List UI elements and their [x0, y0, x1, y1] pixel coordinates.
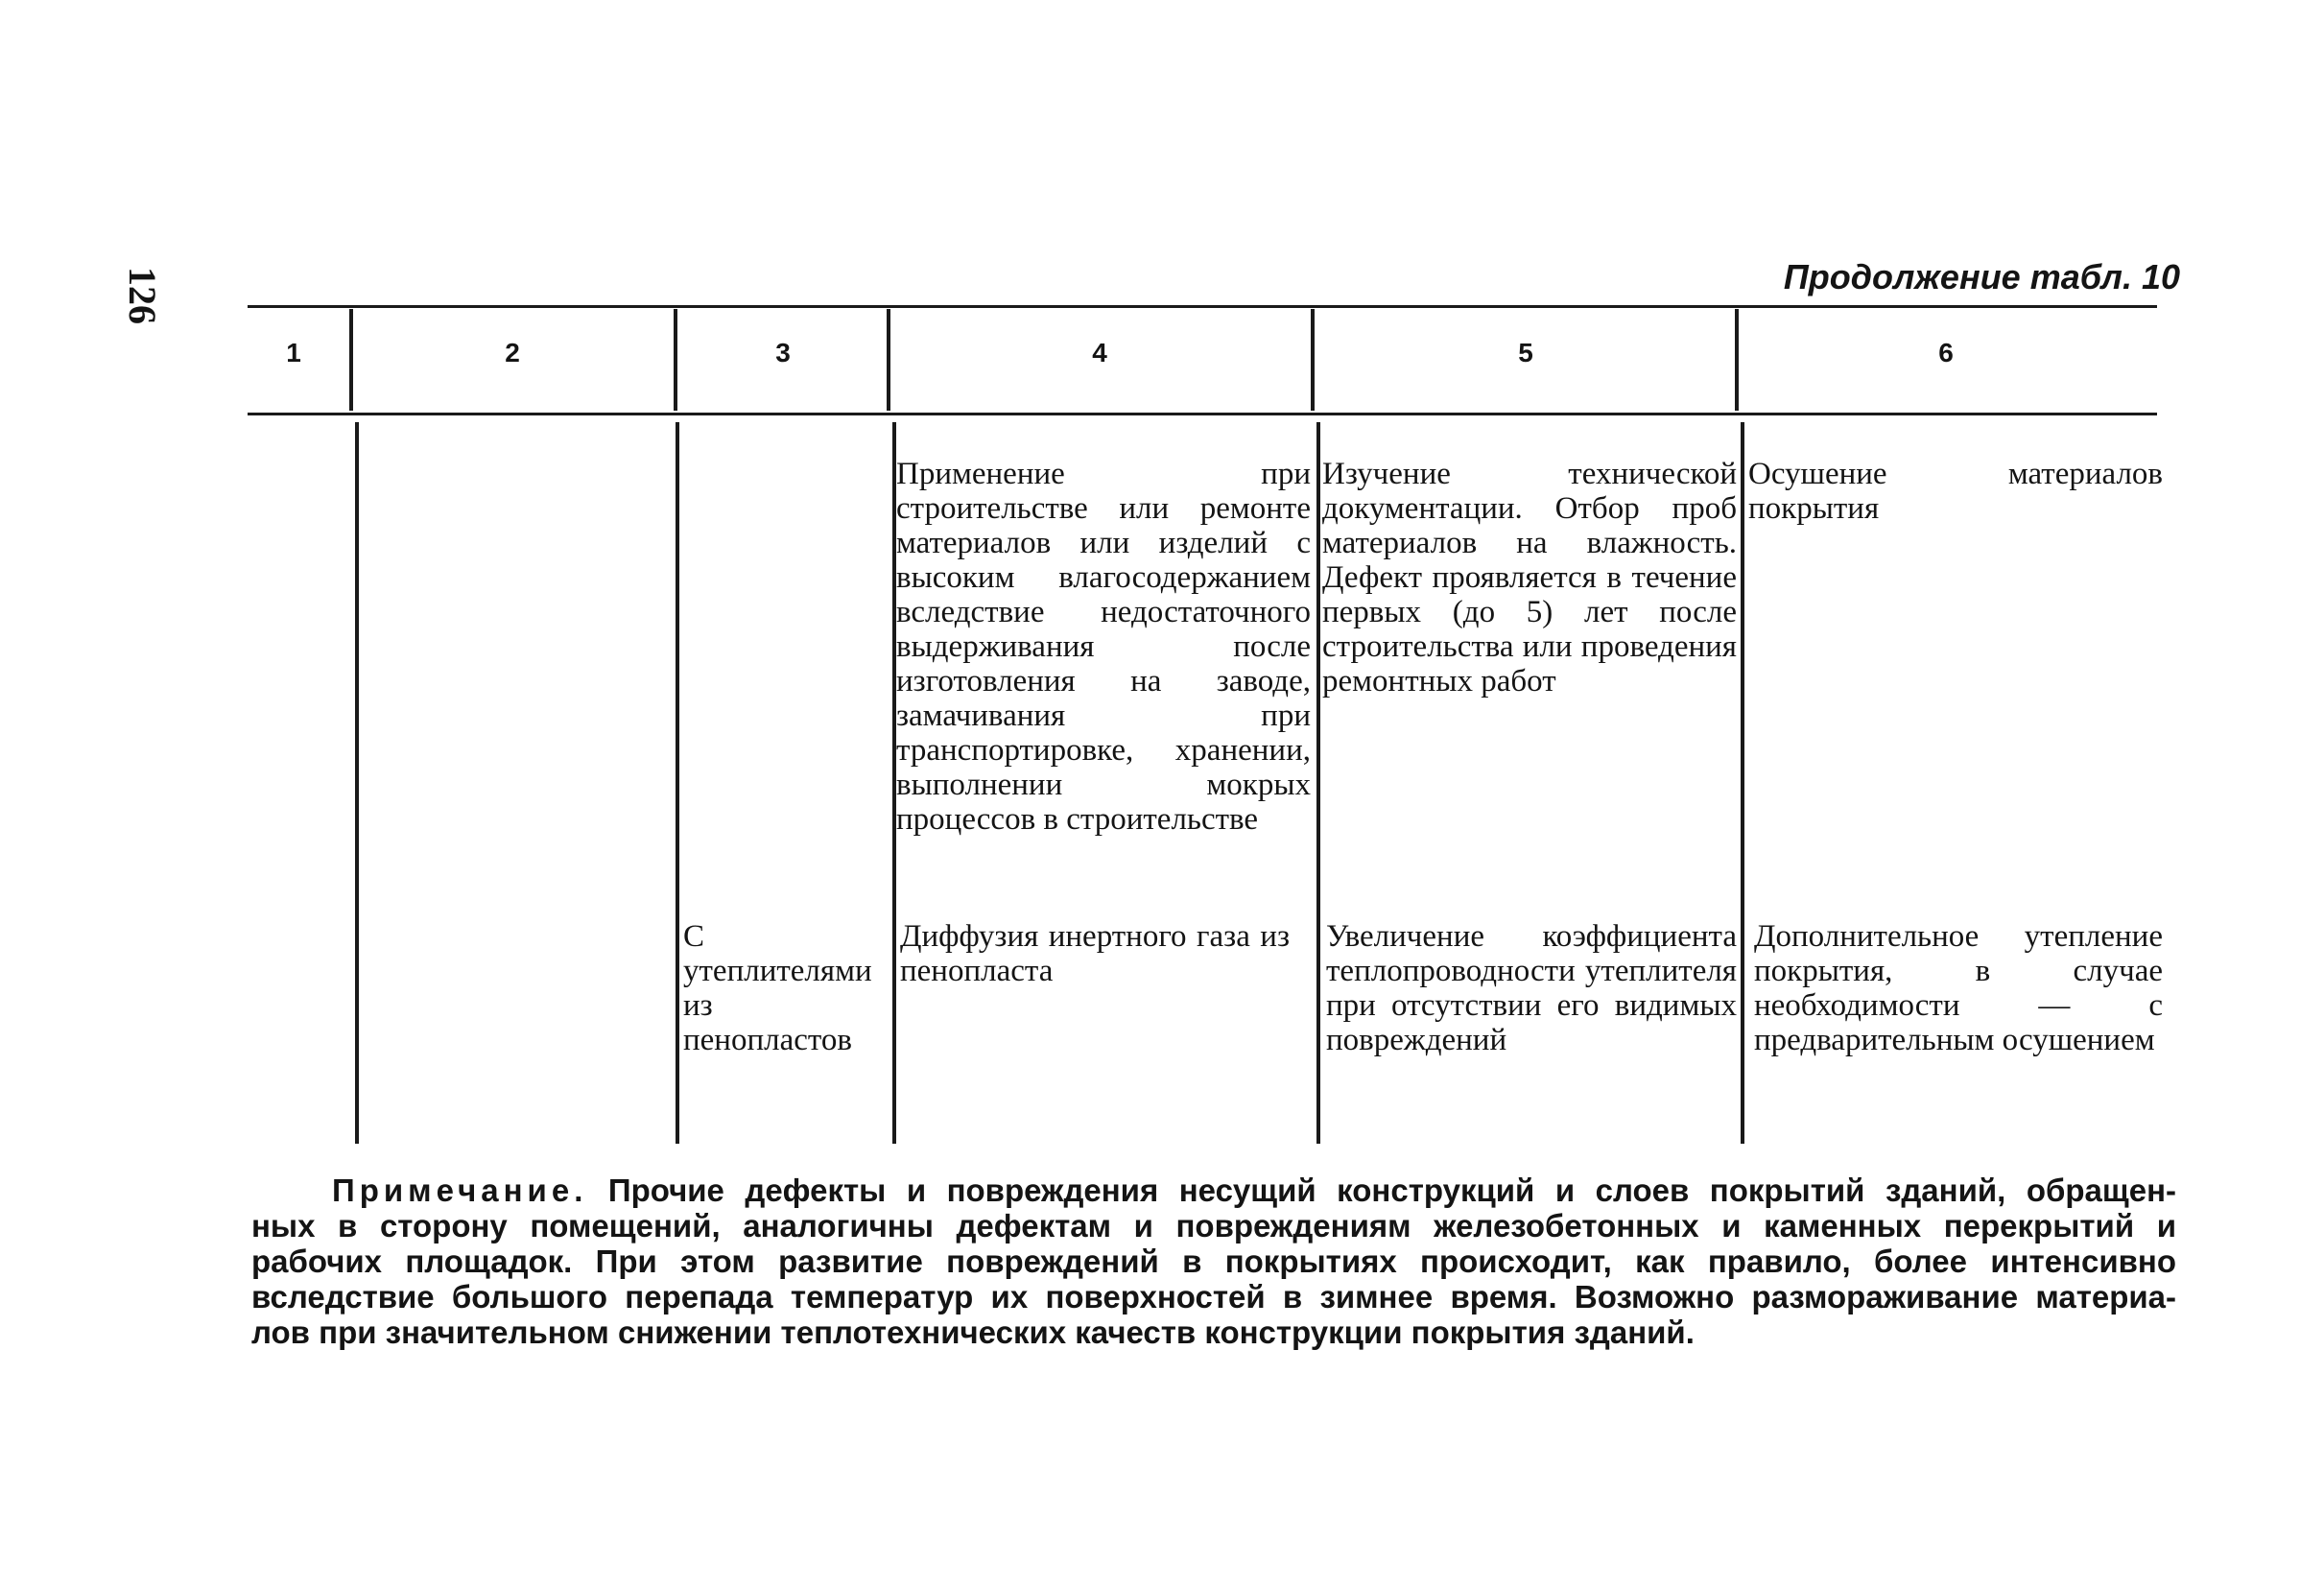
header-divider-1	[349, 309, 353, 411]
body-divider-2	[676, 422, 679, 1144]
cell-row1-col6: Осушение материалов покрытия	[1748, 457, 2163, 526]
page-number: 126	[121, 267, 164, 324]
body-divider-4	[1316, 422, 1320, 1144]
note-line-1: Прочие дефекты и повреждения несущий конструкций и слоев покрытий зданий, обращен-	[607, 1172, 2176, 1208]
body-divider-5	[1741, 422, 1744, 1144]
note-line-2: ных в сторону помещений, аналогичны дефектам и повреждениям железобетонных и каменных перекрытий и	[251, 1208, 2176, 1244]
cell-row2-col3: С утеплителями из пенопластов	[683, 919, 872, 1057]
table-note	[251, 1172, 2176, 1350]
header-divider-5	[1735, 309, 1739, 411]
table-caption: Продолжение табл. 10	[1783, 257, 2180, 296]
column-header-3: 3	[775, 338, 791, 367]
column-header-5: 5	[1518, 338, 1533, 367]
header-divider-3	[887, 309, 890, 411]
cell-row2-col4: Диффузия инертного газа из пенопласта	[900, 919, 1290, 988]
note-line-5: лов при значительном снижении теплотехнических качеств конструкции покрытия зданий.	[251, 1315, 1695, 1350]
note-label: Примечание.	[332, 1172, 588, 1208]
column-header-2: 2	[505, 338, 520, 367]
note-line-4: вследствие большого перепада температур их поверхностей в зимнее время. Возможно размораживание материа-	[251, 1279, 2176, 1315]
body-divider-1	[355, 422, 359, 1144]
note-line-3: рабочих площадок. При этом развитие повреждений в покрытиях происходит, как правило, более интенсивно	[251, 1244, 2176, 1279]
cell-row2-col5: Увеличение коэффициента теплопроводности утеплителя при отсутствии его видимых повреждений	[1326, 919, 1737, 1057]
header-divider-2	[674, 309, 677, 411]
table-header-rule	[248, 413, 2157, 415]
column-header-6: 6	[1938, 338, 1954, 367]
column-header-1: 1	[286, 338, 301, 367]
table-top-rule	[248, 305, 2157, 308]
header-divider-4	[1311, 309, 1315, 411]
column-header-4: 4	[1092, 338, 1107, 367]
cell-row1-col5: Изучение технической документации. Отбор проб материалов на влажность. Дефект проявляется в течение первых (до 5) лет после строительства или проведения ремонтных работ	[1322, 457, 1737, 699]
cell-row2-col6: Дополнительное утепление покрытия, в случае необходимости — с предварительным осушением	[1754, 919, 2163, 1057]
cell-row1-col4: Применение при строительстве или ремонте материалов или изделий с высоким влагосодержанием вследствие недостаточного выдерживания после изготовления на заводе, замачивания при транспортировке, хранении, выполнении мокрых процессов в строительстве	[896, 457, 1311, 837]
